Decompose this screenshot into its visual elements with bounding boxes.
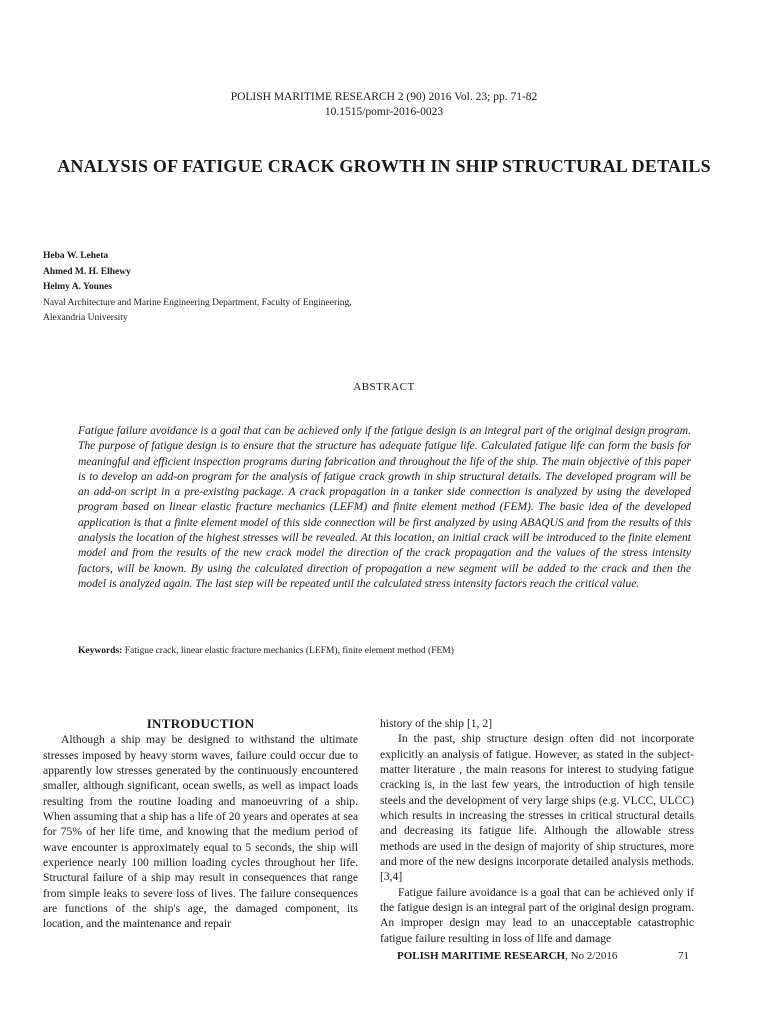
right-column xyxy=(380,716,694,946)
footer-issue: , No 2/2016 xyxy=(565,950,618,962)
author-name: Heba W. Leheta xyxy=(43,251,109,261)
keywords-label: Keywords: xyxy=(78,646,123,656)
author-block xyxy=(43,249,352,327)
abstract-text: Fatigue failure avoidance is a goal that can be achieved only if the fatigue design is an integral part of the original design program. The purpose of fatigue design is to ensure that the structure has adequate fatigue life. Calculated fatigue life can form the basis for meaningful and efficient inspection programs during fabrication and throughout the life of the ship. The main objective of this paper is to develop an add-on program for the analysis of fatigue crack growth in ship structural details. The developed program will be an add-on script in a pre-existing package. A crack propagation in a tanker side connection is analyzed by using the developed program based on linear elastic fracture mechanics (LEFM) and finite element method (FEM). The basic idea of the developed application is that a finite element model of this side connection will be first analyzed by using ABAQUS and from the results of this analysis the location of the highest stresses will be revealed. At this location, an initial crack will be introduced to the finite element model and from the results of the new crack model the direction of the crack propagation and the values of the stress intensity factors, will be known. By using the calculated direction of propagation a new segment will be added to the crack and then the model is analyzed again. The last step will be repeated until the calculated stress intensity factors reach the critical value. xyxy=(78,425,691,590)
left-column xyxy=(43,716,358,932)
affiliation-line: Alexandria University xyxy=(43,313,128,323)
author-name: Helmy A. Younes xyxy=(43,282,113,292)
body-paragraph: In the past, ship structure design often did not incorporate explicitly an analysis of fatigue. However, as stated in the subject-matter literature , the main reasons for interest to studying fatigue cracking is, in the last few years, the introduction of high tensile steels and the development of very large ships (e.g. VLCC, ULCC) which results in increasing the stresses in critical structural details and decreasing its fatigue life. Although the allowable stress methods are used in the design of majority of ship structures, more and more of the new designs incorporate detailed analysis methods. [3,4] xyxy=(380,732,694,884)
section-heading-introduction: INTRODUCTION xyxy=(146,716,255,731)
journal-citation: POLISH MARITIME RESEARCH 2 (90) 2016 Vol. 23; pp. 71-82 xyxy=(230,91,538,103)
keywords xyxy=(78,645,454,658)
body-paragraph: Fatigue failure avoidance is a goal that can be achieved only if the fatigue design is an integral part of the original design program. An improper design may lead to an unacceptable catastrophic fatigue failure resulting in loss of life and damage xyxy=(380,885,694,945)
page-number: 71 xyxy=(678,950,689,962)
journal-header xyxy=(0,90,768,120)
author-name: Ahmed M. H. Elhewy xyxy=(43,266,131,277)
body-paragraph: Although a ship may be designed to withstand the ultimate stresses imposed by heavy storm waves, failure could occur due to apparently low stresses generated by the continuously encountered smaller, although significant, ocean swells, as well as impact loads resulting from the routine loading and manoeuvring of a ship. When assuming that a ship has a life of 20 years and operates at sea for 75% of her life time, and knowing that the medium period of wave encounter is approximately equal to 5 seconds, the ship will experience nearly 100 million loading cycles throughout her life. Structural failure of a ship may result in consequences that range from simple leaks to severe loss of lives. The failure consequences are functions of the ship's age, the damaged component, its location, and the maintenance and repair xyxy=(43,733,358,931)
paper-title: ANALYSIS OF FATIGUE CRACK GROWTH IN SHIP STRUCTURAL DETAILS xyxy=(57,156,711,176)
footer-journal-name: POLISH MARITIME RESEARCH xyxy=(397,950,566,962)
doi: 10.1515/pomr-2016-0023 xyxy=(324,106,444,118)
page-footer xyxy=(397,950,617,962)
abstract-heading: ABSTRACT xyxy=(353,381,415,393)
keywords-text: Fatigue crack, linear elastic fracture mechanics (LEFM), finite element method (FEM) xyxy=(122,646,454,656)
body-paragraph-continued: history of the ship [1, 2] xyxy=(380,717,493,730)
affiliation-line: Naval Architecture and Marine Engineering Department, Faculty of Engineering, xyxy=(43,297,352,308)
abstract-body xyxy=(78,424,691,592)
